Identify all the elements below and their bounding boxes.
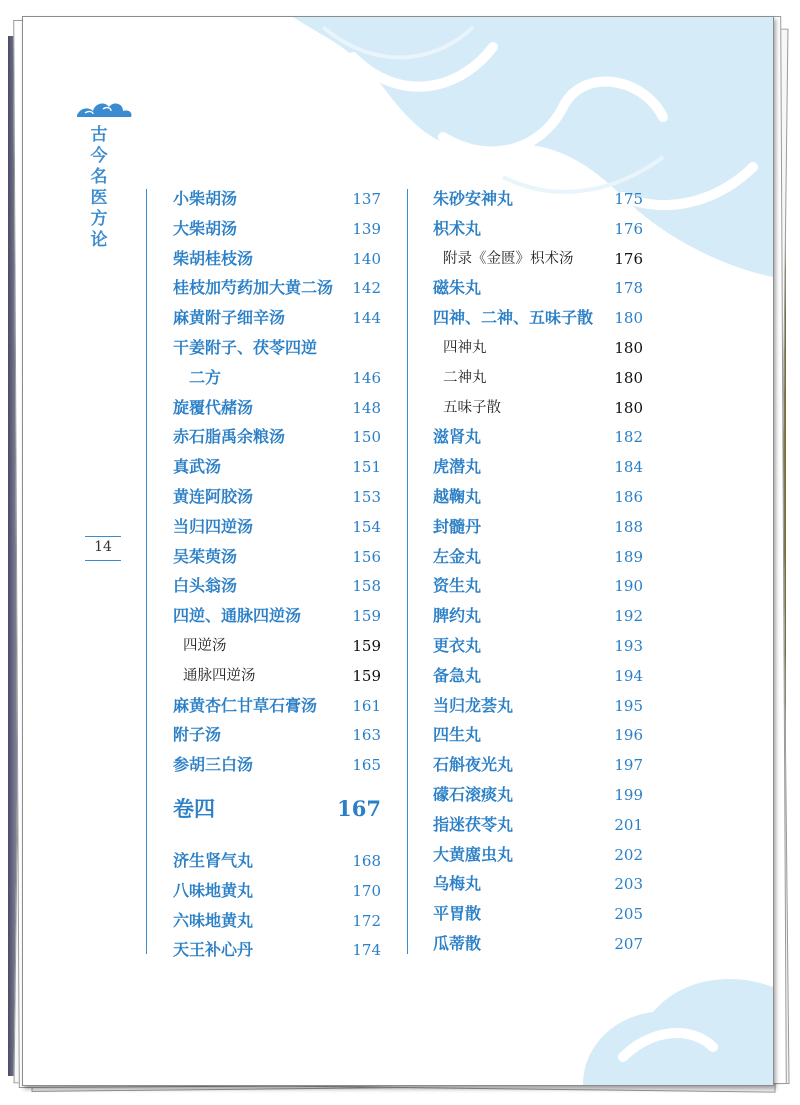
toc-entry-title: 二神丸 <box>443 369 487 386</box>
toc-entry <box>173 482 381 512</box>
toc-entry <box>433 273 643 303</box>
toc-entry-page: 156 <box>352 547 381 566</box>
toc-entry-title: 封髓丹 <box>433 516 482 536</box>
toc-entry <box>173 601 381 631</box>
column-rule-right <box>407 189 408 954</box>
toc-entry <box>433 780 643 810</box>
toc-entry-title: 礞石滚痰丸 <box>433 785 514 804</box>
toc-entry-title: 赤石脂禹余粮汤 <box>173 427 286 447</box>
book-title-char: 医 <box>90 188 108 208</box>
toc-entry <box>433 542 643 572</box>
toc-entry <box>173 303 381 333</box>
toc-entry <box>173 750 381 780</box>
toc-entry-title: 附录《金匮》枳术汤 <box>443 250 574 267</box>
toc-entry <box>173 691 381 721</box>
toc-entry-page: 188 <box>614 517 643 536</box>
toc-entry-title: 五味子散 <box>443 399 501 416</box>
toc-entry-page: 199 <box>614 786 643 804</box>
toc-entry-page: 161 <box>352 696 381 715</box>
toc-entry <box>433 840 643 870</box>
toc-entry <box>433 184 643 214</box>
toc-entry-title: 卷四 <box>173 797 215 821</box>
book-title-char: 名 <box>90 167 108 187</box>
toc-entry-title: 越鞠丸 <box>433 487 482 506</box>
cloud-pattern-decoration <box>23 17 773 1085</box>
toc-entry <box>433 899 643 929</box>
toc-entry-page: 144 <box>352 309 381 328</box>
toc-entry-title: 麻黄杏仁甘草石膏汤 <box>173 695 318 715</box>
toc-entry <box>173 846 381 876</box>
toc-entry-page: 153 <box>352 488 381 506</box>
toc-entry-title: 磁朱丸 <box>433 278 482 298</box>
toc-entry <box>173 363 381 393</box>
page-number-rule-top <box>85 536 121 537</box>
toc-entry <box>173 244 381 274</box>
toc-entry-title: 济生肾气丸 <box>173 851 254 870</box>
toc-entry-title: 枳术丸 <box>433 218 482 238</box>
toc-entry <box>173 393 381 423</box>
toc-entry <box>433 214 643 244</box>
toc-entry <box>433 303 643 333</box>
toc-entry-page: 137 <box>352 190 381 208</box>
toc-entry-page: 154 <box>352 517 381 536</box>
toc-entry <box>173 273 381 303</box>
toc-entry-page: 159 <box>352 607 381 626</box>
toc-entry <box>173 720 381 750</box>
toc-entry-page: 178 <box>614 279 643 298</box>
toc-entry-title: 当归龙荟丸 <box>433 695 514 715</box>
toc-entry-page: 175 <box>614 190 643 208</box>
toc-entry-title: 朱砂安神丸 <box>433 189 514 208</box>
toc-entry <box>183 631 381 661</box>
toc-entry-title: 柴胡桂枝汤 <box>173 248 254 268</box>
toc-entry-title: 更衣丸 <box>433 636 482 655</box>
toc-entry <box>173 333 381 363</box>
toc-entry-page: 194 <box>614 666 643 685</box>
toc-entry-page: 180 <box>614 398 643 417</box>
toc-entry <box>173 571 381 601</box>
toc-entry <box>433 571 643 601</box>
toc-entry-page: 195 <box>614 696 643 715</box>
toc-entry <box>183 661 381 691</box>
book-title-char: 方 <box>90 209 108 229</box>
toc-entry-title: 天王补心丹 <box>173 940 254 960</box>
toc-entry-page: 193 <box>614 637 643 655</box>
toc-entry-page: 167 <box>337 796 381 821</box>
toc-entry <box>433 720 643 750</box>
toc-entry-title: 虎潜丸 <box>433 457 482 477</box>
toc-entry-title: 麻黄附子细辛汤 <box>173 308 286 328</box>
toc-entry-page: 165 <box>352 756 381 775</box>
toc-entry-title: 资生丸 <box>433 576 482 596</box>
toc-entry-page: 159 <box>352 637 381 655</box>
toc-entry <box>433 750 643 780</box>
toc-entry-title: 小柴胡汤 <box>173 189 238 208</box>
toc-entry-title: 指迷茯苓丸 <box>433 814 514 834</box>
toc-entry <box>433 810 643 840</box>
toc-entry-title: 六味地黄丸 <box>173 910 254 930</box>
toc-entry-title: 滋肾丸 <box>433 427 482 447</box>
toc-entry <box>433 452 643 482</box>
toc-entry <box>433 929 643 959</box>
cloud-logo-icon <box>75 97 135 121</box>
toc-entry-page: 148 <box>352 398 381 417</box>
toc-entry <box>443 393 643 423</box>
toc-entry-page: 190 <box>614 577 643 596</box>
toc-entry-title: 参胡三白汤 <box>173 755 254 775</box>
toc-entry-page: 146 <box>352 368 381 387</box>
toc-entry <box>433 601 643 631</box>
toc-entry-page: 168 <box>352 852 381 870</box>
toc-entry-page: 158 <box>352 577 381 596</box>
book-title-char: 古 <box>90 125 108 145</box>
toc-entry-page: 197 <box>614 756 643 775</box>
column-rule-left <box>146 189 147 954</box>
toc-entry-title: 旋覆代赭汤 <box>173 397 254 417</box>
book-title-char: 今 <box>90 146 108 166</box>
toc-entry <box>173 214 381 244</box>
toc-entry-title: 左金丸 <box>433 546 482 566</box>
toc-entry-title: 吴茱萸汤 <box>173 546 238 566</box>
toc-entry <box>433 422 643 452</box>
toc-entry-title: 乌梅丸 <box>433 874 482 894</box>
toc-entry-page: 159 <box>352 666 381 685</box>
page-number-rule-bottom <box>85 560 121 561</box>
toc-entry-title: 白头翁汤 <box>173 576 238 596</box>
book-title-vertical <box>89 125 109 251</box>
toc-entry <box>173 935 381 965</box>
toc-entry-title: 四生丸 <box>433 725 482 745</box>
toc-entry-title: 石斛夜光丸 <box>433 755 514 775</box>
toc-entry-page: 151 <box>352 458 381 477</box>
toc-entry <box>433 482 643 512</box>
toc-entry-title: 通脉四逆汤 <box>183 667 256 684</box>
toc-entry-page: 186 <box>614 488 643 506</box>
toc-entry-title: 真武汤 <box>173 457 222 477</box>
toc-entry-page: 192 <box>614 607 643 626</box>
toc-entry <box>443 363 643 393</box>
toc-entry-title: 桂枝加芍药加大黄二汤 <box>173 278 334 298</box>
toc-section-heading <box>173 794 381 824</box>
toc-entry <box>433 869 643 899</box>
toc-entry <box>173 542 381 572</box>
toc-entry-title: 瓜蒂散 <box>433 934 482 953</box>
toc-entry-page: 170 <box>352 881 381 900</box>
toc-entry-page: 174 <box>352 941 381 960</box>
toc-entry-page: 205 <box>614 905 643 924</box>
toc-entry-title: 黄连阿胶汤 <box>173 487 254 506</box>
toc-entry-page: 182 <box>614 428 643 447</box>
book-page <box>22 16 774 1086</box>
toc-entry-title: 四神丸 <box>443 340 487 356</box>
toc-entry-title: 四逆、通脉四逆汤 <box>173 606 302 626</box>
toc-entry-title: 大黄䗪虫丸 <box>433 844 514 864</box>
toc-entry-page: 202 <box>614 845 643 864</box>
toc-entry <box>433 512 643 542</box>
toc-entry <box>443 244 643 274</box>
toc-entry-page: 176 <box>614 219 643 238</box>
toc-entry-page: 172 <box>352 911 381 930</box>
toc-entry <box>443 333 643 363</box>
toc-entry <box>173 422 381 452</box>
toc-entry-title: 干姜附子、茯苓四逆 <box>173 338 318 357</box>
toc-entry-title: 大柴胡汤 <box>173 218 238 238</box>
toc-entry-title: 四神、二神、五味子散 <box>433 308 594 328</box>
toc-entry <box>433 631 643 661</box>
toc-entry-page: 163 <box>352 726 381 745</box>
toc-entry-page: 140 <box>352 249 381 268</box>
toc-entry <box>173 906 381 936</box>
toc-entry-page: 201 <box>614 815 643 834</box>
toc-entry-page: 139 <box>352 219 381 238</box>
book-title-char: 论 <box>90 230 108 250</box>
toc-entry <box>173 512 381 542</box>
toc-entry-page: 196 <box>614 726 643 745</box>
toc-entry-title: 八味地黄丸 <box>173 880 254 900</box>
page-number: 14 <box>94 539 112 555</box>
toc-entry <box>173 452 381 482</box>
toc-entry-title: 四逆汤 <box>183 638 227 654</box>
toc-entry-title: 备急丸 <box>433 665 482 685</box>
toc-entry <box>433 661 643 691</box>
toc-entry-title: 当归四逆汤 <box>173 516 254 536</box>
toc-entry-page: 180 <box>614 339 643 357</box>
toc-entry-title: 脾约丸 <box>433 606 482 626</box>
toc-entry-title: 附子汤 <box>173 725 222 745</box>
toc-entry-page: 189 <box>614 547 643 566</box>
toc-entry <box>173 876 381 906</box>
toc-entry-page: 207 <box>614 935 643 953</box>
toc-entry-page: 180 <box>614 309 643 328</box>
toc-entry-page: 184 <box>614 458 643 477</box>
toc-entry-page: 180 <box>614 368 643 387</box>
toc-entry-page: 203 <box>614 875 643 894</box>
toc-entry-page: 150 <box>352 428 381 447</box>
toc-entry-page: 142 <box>352 279 381 298</box>
toc-entry <box>433 691 643 721</box>
toc-entry-title: 平胃散 <box>433 904 482 924</box>
toc-entry <box>173 184 381 214</box>
toc-entry-page: 176 <box>614 249 643 268</box>
toc-entry-title: 二方 <box>173 367 222 387</box>
